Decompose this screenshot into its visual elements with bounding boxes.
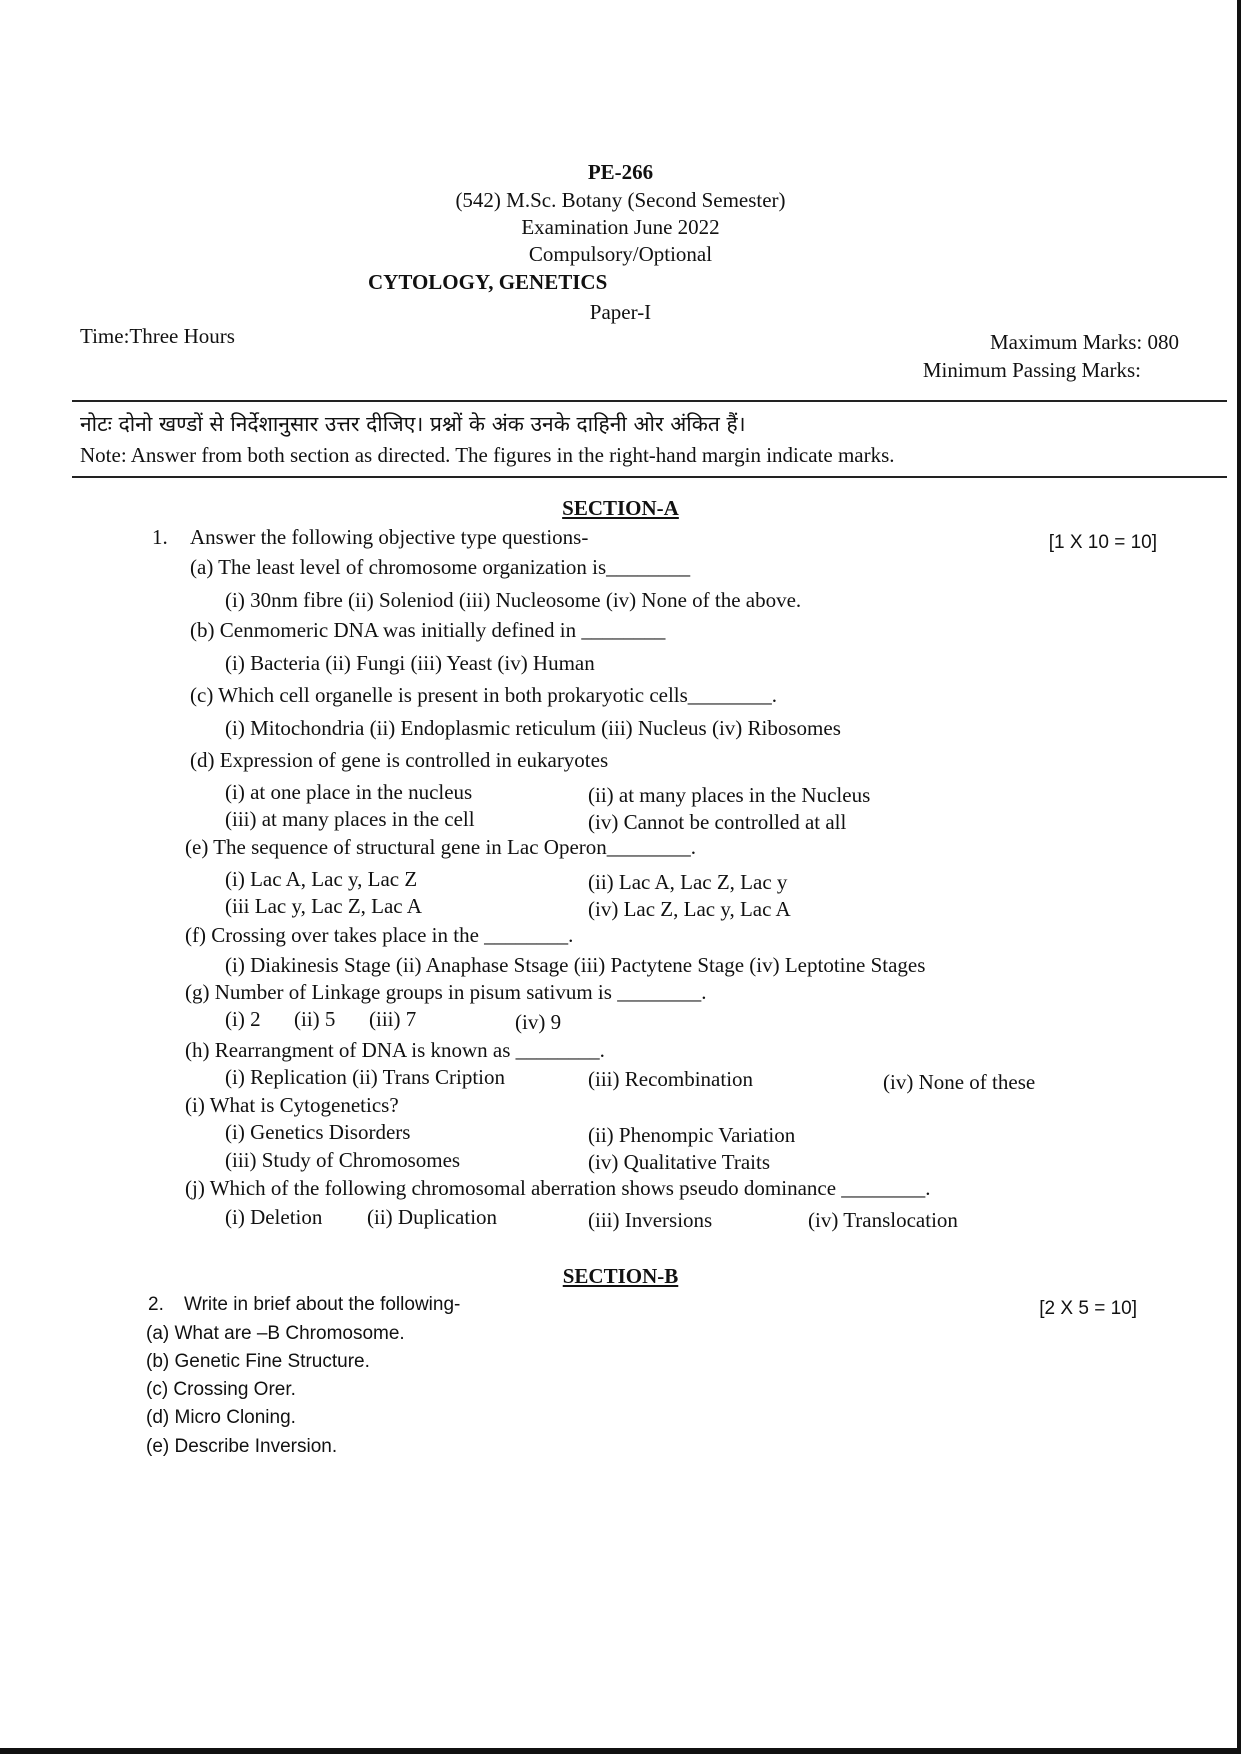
q1g-option-4: (iv) 9 — [515, 1010, 562, 1034]
paper-code: PE-266 — [587, 160, 654, 184]
section-a-title: SECTION-A — [562, 496, 679, 520]
q1i-option-3: (iii) Study of Chromosomes — [225, 1148, 461, 1172]
q1d-option-3: (iii) at many places in the cell — [225, 807, 475, 831]
q1b-options: (i) Bacteria (ii) Fungi (iii) Yeast (iv) Human — [225, 651, 595, 675]
subject-title: CYTOLOGY, GENETICS — [368, 270, 608, 294]
question-2-text: Write in brief about the following- — [184, 1294, 461, 1315]
q1h-option-3: (iv) None of these — [883, 1070, 1036, 1094]
paper-type: Compulsory/Optional — [528, 242, 713, 266]
q1a-options: (i) 30nm fibre (ii) Soleniod (iii) Nucleosome (iv) None of the above. — [225, 588, 802, 612]
paper-number: Paper-I — [589, 300, 652, 324]
q2e: (e) Describe Inversion. — [146, 1436, 338, 1457]
top-rule — [72, 400, 1227, 402]
hindi-note: नोटः दोनो खण्डों से निर्देशानुसार उत्तर दीजिए। प्रश्नों के अंक उनके दाहिनी ओर अंकित हैं। — [80, 412, 746, 436]
q1i-option-1: (i) Genetics Disorders — [225, 1120, 411, 1144]
q1j-option-4: (iv) Translocation — [808, 1208, 958, 1232]
q1j-option-2: (ii) Duplication — [367, 1205, 498, 1229]
q1h-option-1: (i) Replication (ii) Trans Cription — [225, 1065, 505, 1089]
q2d: (d) Micro Cloning. — [146, 1407, 296, 1428]
q1d-option-1: (i) at one place in the nucleus — [225, 780, 473, 804]
q1a-question: (a) The least level of chromosome organization is________ — [190, 555, 691, 579]
q2a: (a) What are –B Chromosome. — [146, 1323, 405, 1344]
q1h-option-2: (iii) Recombination — [588, 1067, 754, 1091]
section-b-title: SECTION-B — [562, 1264, 679, 1288]
q2c: (c) Crossing Orer. — [146, 1379, 296, 1400]
q1i-question: (i) What is Cytogenetics? — [185, 1093, 399, 1117]
q1e-option-4: (iv) Lac Z, Lac y, Lac A — [588, 897, 791, 921]
q1d-option-2: (ii) at many places in the Nucleus — [588, 783, 871, 807]
minimum-marks: Minimum Passing Marks: — [922, 358, 1141, 382]
q1j-option-3: (iii) Inversions — [588, 1208, 713, 1232]
q2b: (b) Genetic Fine Structure. — [146, 1351, 370, 1372]
q1d-question: (d) Expression of gene is controlled in eukaryotes — [190, 748, 609, 772]
q1j-option-1: (i) Deletion — [225, 1205, 323, 1229]
q1g-option-2: (ii) 5 — [294, 1007, 336, 1031]
q1e-option-2: (ii) Lac A, Lac Z, Lac y — [588, 870, 788, 894]
q1e-question: (e) The sequence of structural gene in Lac Operon________. — [185, 835, 697, 859]
q1j-question: (j) Which of the following chromosomal aberration shows pseudo dominance ________. — [185, 1176, 931, 1200]
q1g-option-1: (i) 2 — [225, 1007, 261, 1031]
q1g-option-3: (iii) 7 — [369, 1007, 417, 1031]
q1d-option-4: (iv) Cannot be controlled at all — [588, 810, 847, 834]
question-1-number: 1. — [152, 525, 168, 549]
english-note: Note: Answer from both section as directed. The figures in the right-hand margin indicate marks. — [80, 443, 895, 467]
q1g-question: (g) Number of Linkage groups in pisum sativum is ________. — [185, 980, 707, 1004]
q1i-option-2: (ii) Phenompic Variation — [588, 1123, 796, 1147]
q1h-question: (h) Rearrangment of DNA is known as ________. — [185, 1038, 605, 1062]
question-2-marks: [2 X 5 = 10] — [1039, 1298, 1137, 1319]
q1e-option-1: (i) Lac A, Lac y, Lac Z — [225, 867, 418, 891]
question-1-text: Answer the following objective type questions- — [190, 525, 589, 549]
q1c-options: (i) Mitochondria (ii) Endoplasmic reticulum (iii) Nucleus (iv) Ribosomes — [225, 716, 841, 740]
q1c-question: (c) Which cell organelle is present in both prokaryotic cells________. — [190, 683, 778, 707]
course-title: (542) M.Sc. Botany (Second Semester) — [455, 188, 786, 212]
time-allowed: Time:Three Hours — [80, 324, 235, 348]
q1i-option-4: (iv) Qualitative Traits — [588, 1150, 770, 1174]
question-2-number: 2. — [148, 1294, 164, 1315]
maximum-marks: Maximum Marks: 080 — [990, 330, 1179, 354]
q1e-option-3: (iii Lac y, Lac Z, Lac A — [225, 894, 422, 918]
question-1-marks: [1 X 10 = 10] — [1048, 532, 1157, 553]
q1f-options: (i) Diakinesis Stage (ii) Anaphase Stsage (iii) Pactytene Stage (iv) Leptotine Stages — [225, 953, 926, 977]
q1f-question: (f) Crossing over takes place in the ________. — [185, 923, 574, 947]
exam-title: Examination June 2022 — [521, 215, 720, 239]
scan-border-bottom — [0, 1748, 1241, 1754]
q1b-question: (b) Cenmomeric DNA was initially defined in ________ — [190, 618, 666, 642]
bottom-rule — [72, 476, 1227, 478]
